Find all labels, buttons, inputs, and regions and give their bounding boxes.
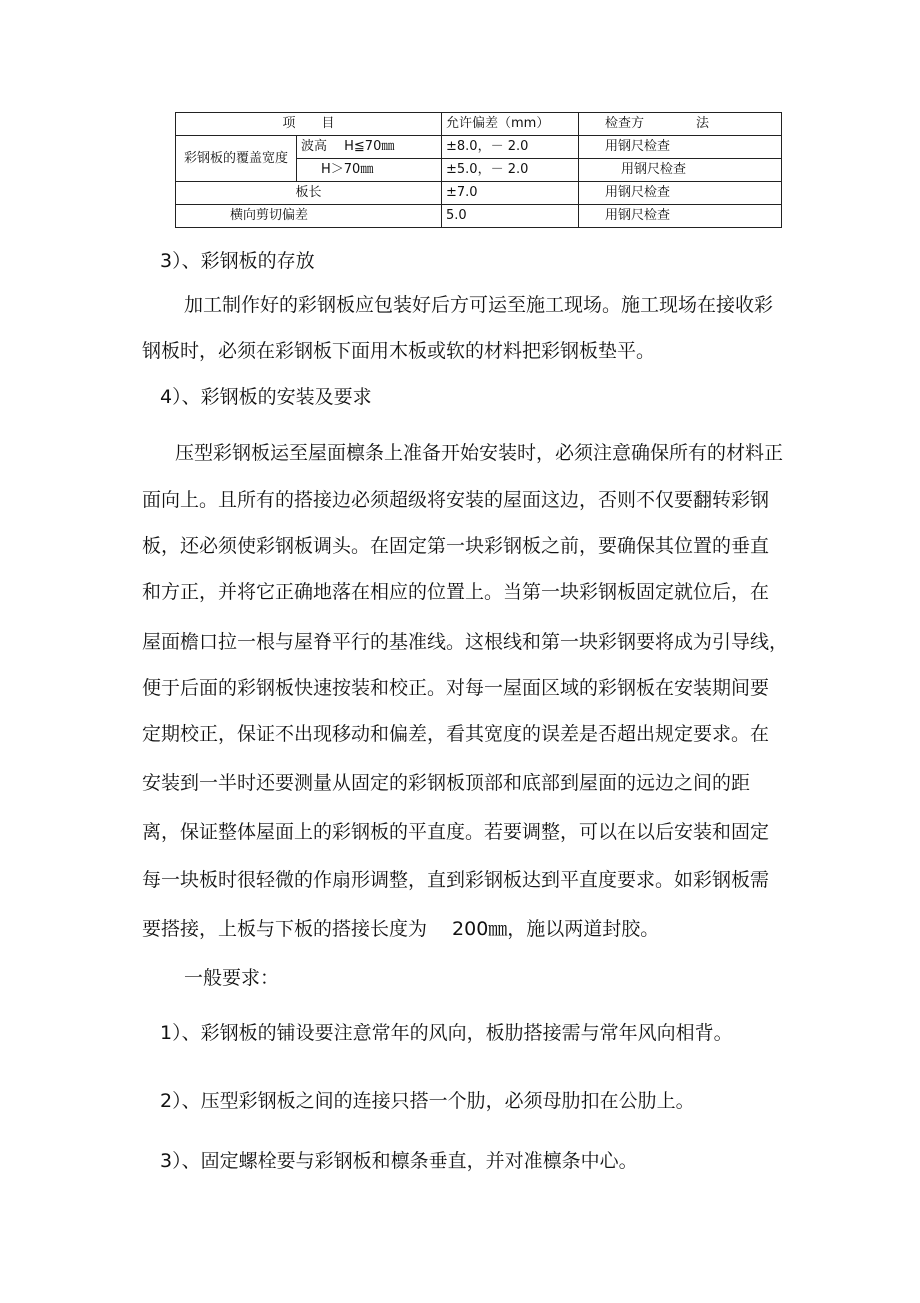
paragraph-line: 定期校正，保证不出现移动和偏差，看其宽度的误差是否超出规定要求。在 [142,723,770,745]
wave-high-tolerance: ±5.0，－ 2.0 [442,159,579,182]
header-tolerance: 允许偏差（mm） [442,113,579,136]
general-heading: 一般要求： [184,967,280,989]
length-label: 板长 [176,182,442,205]
section3-heading: 3）、彩钢板的存放 [160,250,315,272]
header-method: 检查方 法 [579,113,782,136]
paragraph-line: 离，保证整体屋面上的彩钢板的平直度。若要调整，可以在以后安装和固定 [142,821,770,843]
coverage-label: 彩钢板的覆盖宽度 [176,136,297,182]
list-item: 1）、彩钢板的铺设要注意常年的风向，板肋搭接需与常年风向相背。 [160,1022,733,1044]
table-row [176,182,782,205]
shear-label: 横向剪切偏差 [176,205,442,228]
paragraph-line: 便于后面的彩钢板快速按装和校正。对每一屋面区域的彩钢板在安装期间要 [142,677,770,699]
paragraph-line: 压型彩钢板运至屋面檩条上准备开始安装时，必须注意确保所有的材料正 [175,442,784,464]
table-header-row [176,113,782,136]
list-item: 2）、压型彩钢板之间的连接只搭一个肋，必须母肋扣在公肋上。 [160,1090,695,1112]
length-method: 用钢尺检查 [579,182,782,205]
paragraph-line: 每一块板时很轻微的作扇形调整，直到彩钢板达到平直度要求。如彩钢板需 [142,869,770,891]
paragraph-line: 钢板时，必须在彩钢板下面用木板或软的材料把彩钢板垫平。 [142,340,656,362]
paragraph-line: 要搭接，上板与下板的搭接长度为 200㎜，施以两道封胶。 [142,918,660,940]
tolerance-table [175,112,782,228]
wave-high-label: H＞70㎜ [297,159,442,182]
table-row [176,136,782,159]
wave-low-tolerance: ±8.0，－ 2.0 [442,136,579,159]
paragraph-line: 屋面檐口拉一根与屋脊平行的基准线。这根线和第一块彩钢要将成为引导线， [142,631,789,653]
wave-high-method: 用钢尺检查 [579,159,782,182]
wave-low-method: 用钢尺检查 [579,136,782,159]
paragraph-line: 和方正，并将它正确地落在相应的位置上。当第一块彩钢板固定就位后，在 [142,581,770,603]
header-item: 项 目 [176,113,442,136]
section4-heading: 4）、彩钢板的安装及要求 [160,386,372,408]
paragraph-line: 加工制作好的彩钢板应包装好后方可运至施工现场。施工现场在接收彩 [184,294,774,316]
list-item: 3）、固定螺栓要与彩钢板和檩条垂直，并对准檩条中心。 [160,1150,638,1172]
shear-method: 用钢尺检查 [579,205,782,228]
shear-tolerance: 5.0 [442,205,579,228]
paragraph-line: 板，还必须使彩钢板调头。在固定第一块彩钢板之前，要确保其位置的垂直 [142,535,770,557]
table-row [176,205,782,228]
length-tolerance: ±7.0 [442,182,579,205]
wave-low-label: 波高 H≦70㎜ [297,136,442,159]
paragraph-line: 安装到一半时还要测量从固定的彩钢板顶部和底部到屋面的远边之间的距 [142,772,751,794]
paragraph-line: 面向上。且所有的搭接边必须超级将安装的屋面这边，否则不仅要翻转彩钢 [142,489,770,511]
